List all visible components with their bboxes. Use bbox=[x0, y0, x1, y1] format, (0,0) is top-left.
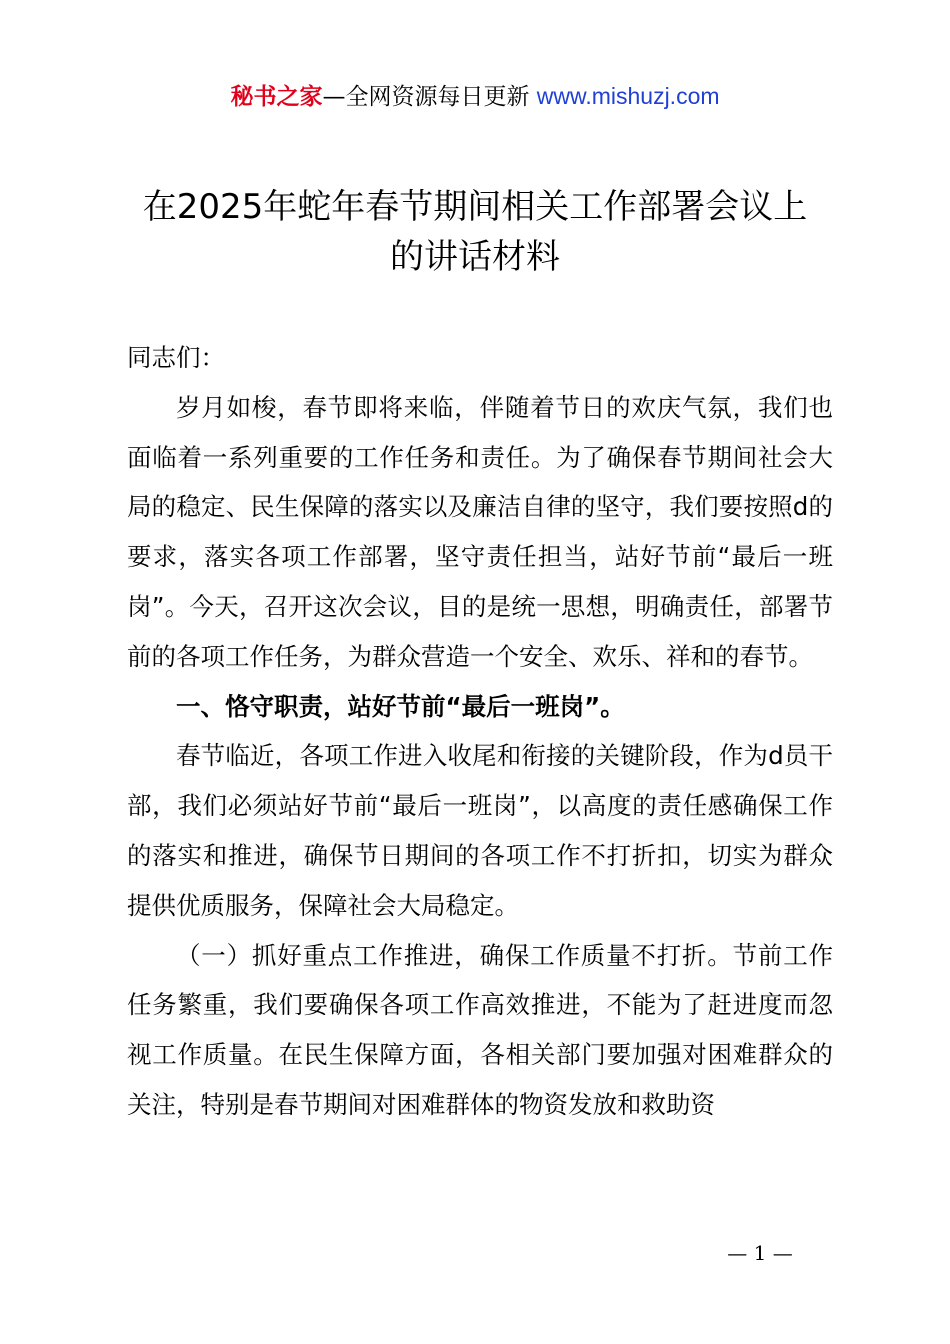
title-line-2: 的讲话材料 bbox=[390, 237, 560, 277]
paragraph-subsection-1 bbox=[127, 931, 833, 1130]
site-slogan: —全网资源每日更新 bbox=[322, 84, 537, 110]
site-header bbox=[0, 80, 950, 113]
site-brand: 秘书之家 bbox=[230, 84, 323, 110]
paragraph-section-1: 春节临近，各项工作进入收尾和衔接的关键阶段，作为d员干部，我们必须站好节前“最后一班岗”，以高度的责任感确保工作的落实和推进，确保节日期间的各项工作不打折扣，切实为群众提供优质服务，保障社会大局稳定。 bbox=[127, 741, 833, 920]
document-body bbox=[127, 333, 833, 1130]
site-url-link[interactable]: www.mishuzj.com bbox=[536, 83, 720, 109]
title-line-1: 在2025年蛇年春节期间相关工作部署会议上 bbox=[142, 187, 808, 227]
paragraph-intro: 岁月如梭，春节即将来临，伴随着节日的欢庆气氛，我们也面临着一系列重要的工作任务和责任。为了确保春节期间社会大局的稳定、民生保障的落实以及廉洁自律的坚守，我们要按照d的要求，落实各项工作部署，坚守责任担当，站好节前“最后一班岗”。今天，召开这次会议，目的是统一思想，明确责任，部署节前的各项工作任务，为群众营造一个安全、欢乐、祥和的春节。 bbox=[127, 392, 833, 671]
subsection-heading-1: （一）抓好重点工作推进，确保工作质量不打折。 bbox=[176, 940, 733, 970]
page-number: — 1 — bbox=[727, 1241, 793, 1265]
section-heading-1: 一、恪守职责，站好节前“最后一班岗”。 bbox=[176, 691, 625, 721]
document-title bbox=[120, 182, 830, 282]
subsection-body-1: 节前工作任务繁重，我们要确保各项工作高效推进，不能为了赶进度而忽视工作质量。在民生保障方面，各相关部门要加强对困难群众的关注，特别是春节期间对困难群体的物资发放和救助资 bbox=[127, 940, 834, 1119]
salutation: 同志们： bbox=[127, 343, 225, 372]
